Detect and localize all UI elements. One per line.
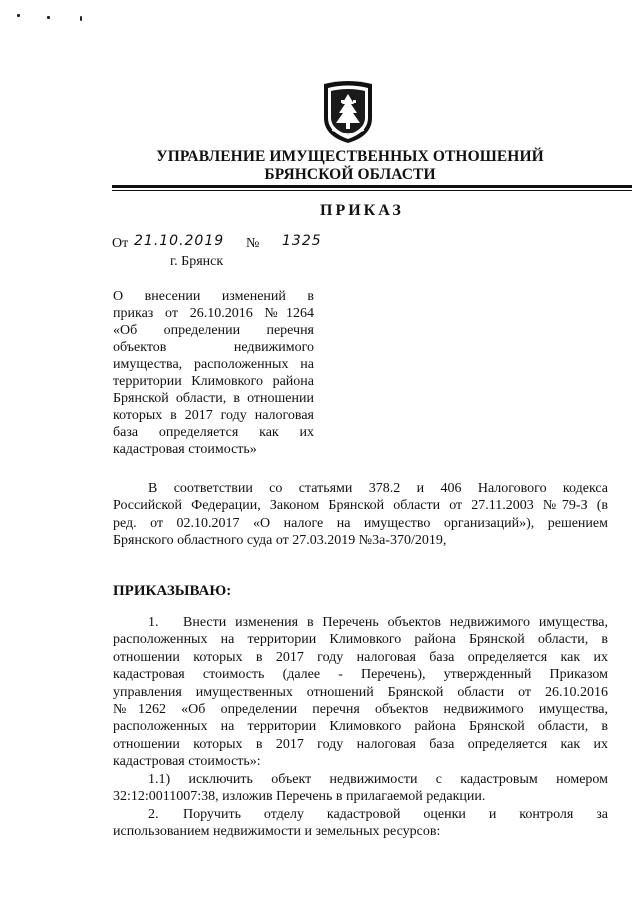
scan-speck (17, 14, 20, 17)
header-rule-thin (112, 190, 632, 191)
preamble-line: Брянского областного суда от 27.03.2019 №3а-370/2019, (113, 533, 447, 549)
preamble-line: ред. от 02.10.2017 «О налоге на имущество организаций»), решением (113, 515, 608, 531)
scan-speck (80, 16, 82, 21)
org-name-line2: БРЯНСКОЙ ОБЛАСТИ (264, 166, 436, 183)
handwritten-number: 1325 (282, 233, 322, 249)
item-1-line: отношении которых в 2017 году налоговая база определяется как их (113, 649, 608, 665)
preamble-line: В соответствии со статьями 378.2 и 406 Налогового кодекса (148, 481, 608, 496)
item-1-1-line: 1.1) исключить объект недвижимости с кадастровым номером (148, 772, 608, 787)
item-1-line: управления имущественных отношений Брянской области от 26.10.2016 (113, 684, 608, 700)
header-rule-thick (112, 185, 632, 188)
preamble-line: Российской Федерации, Законом Брянской области от 27.11.2003 №79-З (в (113, 498, 608, 514)
coat-of-arms-emblem (322, 78, 374, 144)
subject-line: «Об определении перечня (113, 323, 314, 338)
item-2-line: Поручить отделу кадастровой оценки и контроля за (183, 807, 608, 822)
item-2-number: 2. (148, 807, 159, 822)
subject-line: Брянской области, в отношении (113, 391, 314, 406)
subject-line: которых в 2017 году налоговая (113, 408, 314, 423)
preamble-paragraph (113, 480, 608, 550)
item-1-1-line: 32:12:0011007:38, изложив Перечень в прилагаемой редакции. (113, 789, 486, 805)
subject-block (113, 288, 314, 458)
item-2-line: использованием недвижимости и земельных ресурсов: (113, 824, 441, 840)
number-prefix: № (246, 236, 260, 251)
org-name-line1: УПРАВЛЕНИЕ ИМУЩЕСТВЕННЫХ ОТНОШЕНИЙ (156, 148, 544, 165)
item-1-line: кадастровая стоимость»: (113, 754, 261, 770)
item-1-line: расположенных на территории Климовкого района Брянской области, в (113, 719, 608, 735)
item-1 (113, 614, 608, 771)
item-2 (113, 806, 608, 841)
subject-line: база определяется как их (113, 425, 314, 440)
item-1-line: расположенных на территории Климовкого района Брянской области, в (113, 632, 608, 648)
handwritten-date: 21.10.2019 (134, 233, 225, 249)
item-1-line: №1262 «Об определении перечня объектов недвижимого имущества, (113, 701, 608, 717)
item-1-line: Внести изменения в Перечень объектов недвижимого имущества, (183, 615, 608, 630)
city: г. Брянск (170, 254, 224, 269)
subject-line: приказ от 26.10.2016 №1264 (113, 306, 314, 321)
item-1-line: кадастровая стоимость (далее - Перечень), утвержденный Приказом (113, 667, 608, 683)
document-title: ПРИКАЗ (320, 202, 404, 219)
item-1-line: отношении которых в 2017 году налоговая база определяется как их (113, 736, 608, 752)
item-1-1 (113, 771, 608, 806)
subject-line: имущества, расположенных на (113, 357, 314, 372)
date-prefix: От (112, 236, 129, 251)
subject-line: объектов недвижимого (113, 340, 314, 355)
scan-speck (47, 16, 50, 19)
subject-line: О внесении изменений в (113, 289, 314, 304)
subject-line: кадастровая стоимость» (113, 442, 257, 457)
subject-line: территории Климовкого района (113, 374, 314, 389)
order-word: ПРИКАЗЫВАЮ: (113, 583, 232, 599)
item-1-number: 1. (148, 615, 159, 630)
